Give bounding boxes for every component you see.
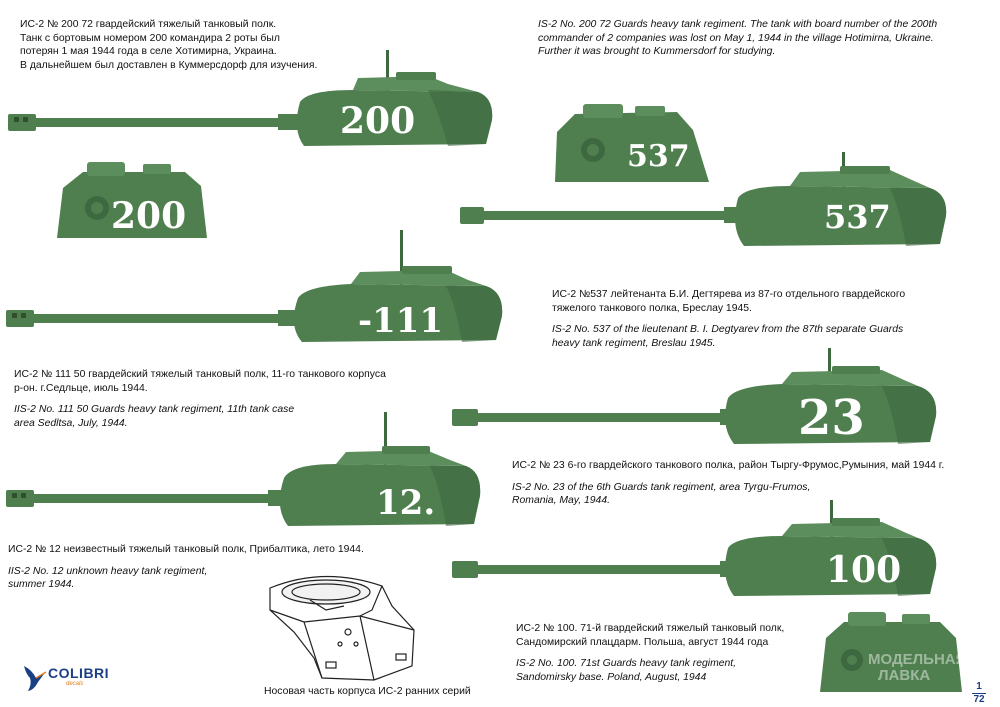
gun-barrel: [460, 207, 748, 224]
tank-12-side: [6, 412, 486, 532]
logo-word: COLIBRI: [48, 665, 110, 681]
gun-barrel: [6, 310, 302, 327]
turret-number-111: -111: [358, 301, 444, 341]
turret-front-number-537: 537: [627, 139, 690, 174]
gun-barrel: [8, 114, 302, 131]
turret-number-200: 200: [340, 100, 416, 142]
logo-sub: decals: [66, 681, 84, 687]
turret-number-23: 23: [798, 390, 865, 446]
colibri-logo: [22, 664, 110, 694]
caption-200: ИС-2 № 200 72 гвардейский тяжелый танковый полк. Танк с бортовым номером 200 командира 2 роты был потерян 1 мая 1944 года в селе Хотимирна, Украина. В дальнейшем был доставлен в Куммерсдорф для изучения.: [20, 19, 318, 71]
hull-caption: Носовая часть корпуса ИС-2 ранних серий: [264, 686, 471, 697]
caption-111: ИС-2 № 111 50 гвардейский тяжелый танковый полк, 11-го танкового корпуса р-он. г.Седльце, июль 1944. IIS-2 No. 111 50 Guards heavy tank regiment, 11th tank case area Sedltsa, July, 1944.: [14, 369, 386, 429]
tank-111-side: [6, 230, 516, 344]
caption-100: ИС-2 № 100. 71-й гвардейский тяжелый танковый полк, Сандомирский плацдарм. Польша, август 1944 года IS-2 No. 100. 71st Guards heavy tank regiment, Sandomirsky base. Poland, August, 1944: [516, 623, 785, 683]
turret-number-100: 100: [826, 549, 902, 591]
gun-barrel: [452, 561, 744, 578]
tank-23-side: [452, 348, 947, 448]
tank-537-side: [460, 150, 955, 250]
turret-front-number-200: 200: [111, 195, 187, 237]
tank-200-side: [8, 50, 498, 150]
scale-badge: 1 72: [973, 681, 985, 705]
gun-barrel: [6, 490, 292, 507]
hull-nose-drawing: [264, 570, 424, 682]
watermark: МОДЕЛЬНАЯ ЛАВКА: [868, 651, 967, 684]
caption-23: ИС-2 № 23 6-го гвардейского танкового полка, район Тыргу-Фрумос,Румыния, май 1944 г. IS-2 No. 23 of the 6th Guards tank regiment, area Tyrgu-Frumos, Romania, May, 1944.: [512, 460, 945, 507]
hummingbird-icon: [22, 664, 48, 692]
caption-537: ИС-2 №537 лейтенанта Б.И. Дегтярева из 87-го отдельного гвардейского тяжелого танкового полка, Бреслау 1945. IS-2 No. 537 of the lieutenant B. I. Degtyarev from the 87th separate Guards heavy tank regiment, Breslau 1945.: [552, 289, 906, 349]
turret-number-537: 537: [824, 198, 891, 236]
caption-200-en: IS-2 No. 200 72 Guards heavy tank regiment. The tank with board number of the 200th commander of 2 companies was lost on May 1, 1944 in the village Hotimirna, Ukraine. Further it was brought to Kummersdorf for studying.: [538, 19, 938, 58]
tank-100-side: [452, 500, 947, 600]
turret-200-front: [55, 158, 215, 240]
gun-barrel: [452, 409, 744, 426]
turret-number-12: 12.: [376, 483, 436, 523]
caption-12: ИС-2 № 12 неизвестный тяжелый танковый полк, Прибалтика, лето 1944. IIS-2 No. 12 unknown heavy tank regiment, summer 1944.: [8, 544, 364, 591]
